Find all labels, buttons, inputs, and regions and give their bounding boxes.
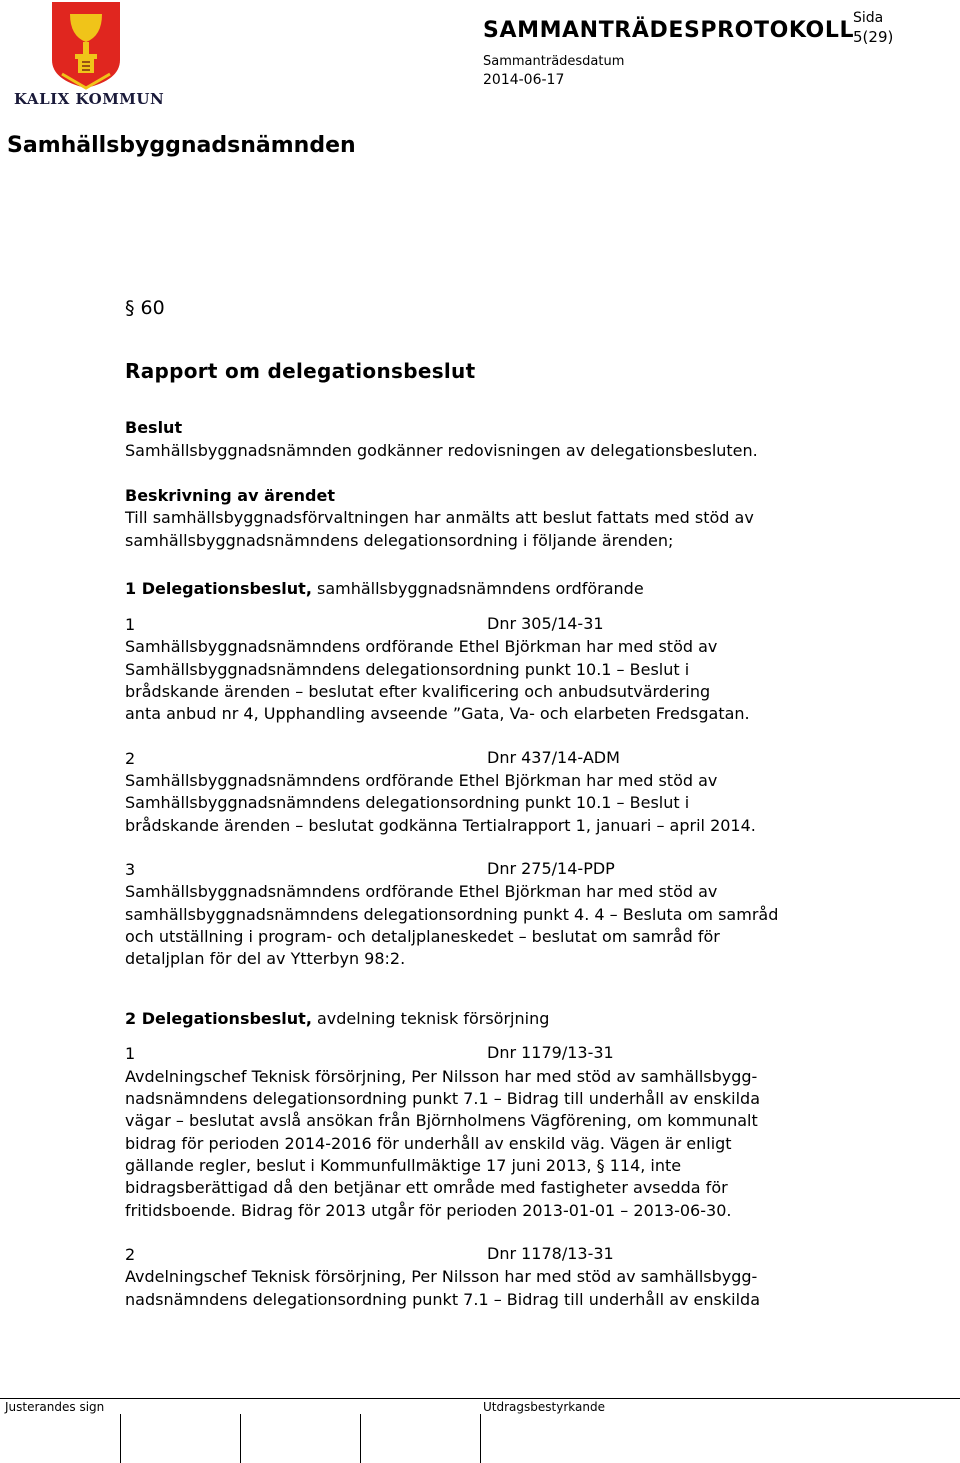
- logo-wordmark: KALIX KOMMUN: [14, 90, 165, 108]
- item-line: Avdelningschef Teknisk försörjning, Per Nilsson har med stöd av samhällsbygg-: [125, 1267, 758, 1286]
- item-number: 3: [125, 860, 136, 879]
- beskrivning-line: Till samhällsbyggnadsförvaltningen har anmälts att beslut fattats med stöd av: [125, 508, 754, 527]
- section-title: Rapport om delegationsbeslut: [125, 359, 476, 383]
- beskrivning-line: samhällsbyggnadsnämndens delegationsordning i följande ärenden;: [125, 531, 674, 550]
- item-line: Samhällsbyggnadsnämndens delegationsordning punkt 10.1 – Beslut i: [125, 793, 690, 812]
- item-line: gällande regler, beslut i Kommunfullmäktige 17 juni 2013, § 114, inte: [125, 1156, 682, 1175]
- committee-name: Samhällsbyggnadsnämnden: [7, 133, 356, 158]
- item-line: Samhällsbyggnadsnämndens ordförande Ethel Björkman har med stöd av: [125, 771, 718, 790]
- paragraph-sign: §: [125, 297, 135, 319]
- item-number: 1: [125, 615, 136, 634]
- item-number: 1: [125, 1044, 136, 1063]
- utdragsbestyrkande-label: Utdragsbestyrkande: [483, 1400, 605, 1414]
- meeting-date: 2014-06-17: [483, 72, 565, 88]
- item-line: samhällsbyggnadsnämndens delegationsordning punkt 4. 4 – Besluta om samråd: [125, 905, 779, 924]
- paragraph-number: [125, 297, 165, 319]
- item-line: Samhällsbyggnadsnämndens delegationsordning punkt 10.1 – Beslut i: [125, 660, 690, 679]
- signature-box-divider: [240, 1414, 241, 1463]
- item-dnr: Dnr 1179/13-31: [487, 1043, 614, 1062]
- beslut-heading: Beslut: [125, 418, 183, 437]
- item-line: och utställning i program- och detaljplaneskedet – beslutat om samråd för: [125, 927, 720, 946]
- signature-box-divider: [360, 1414, 361, 1463]
- page-number: 5(29): [853, 28, 894, 46]
- group-2-heading-bold: 2 Delegationsbeslut,: [125, 1009, 312, 1028]
- signature-box-divider: [480, 1414, 481, 1463]
- justerandes-sign-label: Justerandes sign: [5, 1400, 105, 1414]
- kalix-kommun-logo: [12, 0, 165, 110]
- item-line: fritidsboende. Bidrag för 2013 utgår för perioden 2013-01-01 – 2013-06-30.: [125, 1201, 732, 1220]
- document-type: SAMMANTRÄDESPROTOKOLL: [483, 18, 855, 43]
- page-label: Sida: [853, 10, 884, 26]
- item-line: vägar – beslutat avslå ansökan från Björnholmens Vägförening, om kommunalt: [125, 1111, 758, 1130]
- beslut-text: Samhällsbyggnadsnämnden godkänner redovisningen av delegationsbesluten.: [125, 441, 758, 460]
- item-line: Avdelningschef Teknisk försörjning, Per Nilsson har med stöd av samhällsbygg-: [125, 1067, 758, 1086]
- item-dnr: Dnr 305/14-31: [487, 614, 604, 633]
- item-dnr: Dnr 275/14-PDP: [487, 859, 615, 878]
- item-line: nadsnämndens delegationsordning punkt 7.1 – Bidrag till underhåll av enskilda: [125, 1290, 760, 1309]
- group-2-heading-normal: avdelning teknisk försörjning: [316, 1009, 550, 1028]
- group-1-heading-normal: samhällsbyggnadsnämndens ordförande: [316, 579, 644, 598]
- item-number: 2: [125, 1245, 136, 1264]
- signature-box-divider: [120, 1414, 121, 1463]
- footer-rule: [0, 1398, 960, 1399]
- item-line: anta anbud nr 4, Upphandling avseende ”Gata, Va- och elarbeten Fredsgatan.: [125, 704, 750, 723]
- item-line: nadsnämndens delegationsordning punkt 7.1 – Bidrag till underhåll av enskilda: [125, 1089, 760, 1108]
- item-line: Samhällsbyggnadsnämndens ordförande Ethel Björkman har med stöd av: [125, 637, 718, 656]
- group-1-heading: [125, 578, 644, 600]
- item-dnr: Dnr 437/14-ADM: [487, 748, 620, 767]
- item-line: bidrag för perioden 2014-2016 för underhåll av enskild väg. Vägen är enligt: [125, 1134, 732, 1153]
- beskrivning-heading: Beskrivning av ärendet: [125, 486, 335, 505]
- item-number: 2: [125, 749, 136, 768]
- item-line: brådskande ärenden – beslutat efter kvalificering och anbudsutvärdering: [125, 682, 711, 701]
- meeting-date-label: Sammanträdesdatum: [483, 54, 625, 69]
- item-line: detaljplan för del av Ytterbyn 98:2.: [125, 949, 406, 968]
- item-dnr: Dnr 1178/13-31: [487, 1244, 614, 1263]
- item-line: bidragsberättigad då den betjänar ett område med fastigheter avsedda för: [125, 1178, 728, 1197]
- group-2-heading: [125, 1008, 549, 1030]
- item-line: Samhällsbyggnadsnämndens ordförande Ethel Björkman har med stöd av: [125, 882, 718, 901]
- item-line: brådskande ärenden – beslutat godkänna Tertialrapport 1, januari – april 2014.: [125, 816, 756, 835]
- group-1-heading-bold: 1 Delegationsbeslut,: [125, 579, 312, 598]
- paragraph-value: 60: [140, 297, 165, 319]
